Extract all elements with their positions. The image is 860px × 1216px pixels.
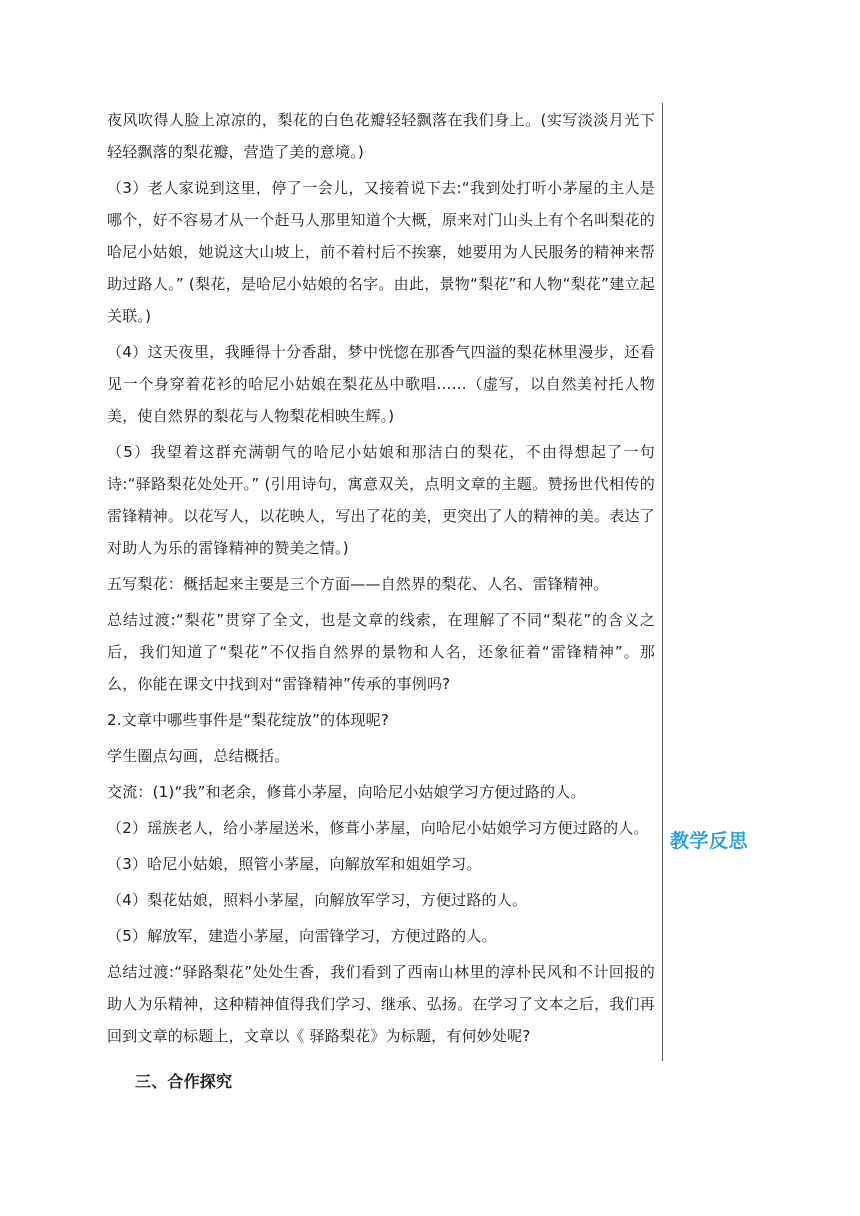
paragraph-transition-2: 总结过渡:“驿路梨花”处处生香，我们看到了西南山林里的淳朴民风和不计回报的助人为乐精神，这种精神值得我们学习、继承、弘扬。在学习了文本之后，我们再回到文章的标题上，文章以《 驿路梨花》为标题，有何妙处呢? — [107, 963, 655, 1045]
paragraph-exchange-5: （5）解放军，建造小茅屋，向雷锋学习，方便过路的人。 — [107, 927, 497, 945]
paragraph-night-wind: 夜风吹得人脸上凉凉的，梨花的白色花瓣轻轻飘落在我们身上。(实写淡淡月光下轻轻飘落的梨花瓣，营造了美的意境。) — [107, 111, 655, 161]
paragraph-five-pear-flowers: 五写梨花：概括起来主要是三个方面——自然界的梨花、人名、雷锋精神。 — [107, 575, 609, 593]
lesson-content — [107, 104, 655, 1098]
paragraph-student-activity: 学生圈点勾画，总结概括。 — [107, 747, 290, 765]
section-heading: 三、合作探究 — [135, 1072, 233, 1091]
paragraph-transition-1: 总结过渡:“梨花”贯穿了全文，也是文章的线索，在理解了不同“梨花”的含义之后，我们知道了“梨花”不仅指自然界的景物和人名，还象征着“雷锋精神”。那么，你能在课文中找到对“雷锋精神”传承的事例吗? — [107, 611, 655, 693]
paragraph-exchange-3: （3）哈尼小姑娘，照管小茅屋，向解放军和姐姐学习。 — [107, 855, 482, 873]
paragraph-question-2: 2.文章中哪些事件是“梨花绽放”的体现呢? — [107, 711, 390, 729]
paragraph-exchange-2: （2）瑶族老人，给小茅屋送米，修葺小茅屋，向哈尼小姑娘学习方便过路的人。 — [107, 819, 649, 837]
column-divider — [662, 103, 663, 1061]
paragraph-item-5: （5）我望着这群充满朝气的哈尼小姑娘和那洁白的梨花，不由得想起了一句诗:“驿路梨花处处开。” (引用诗句，寓意双关，点明文章的主题。赞扬世代相传的雷锋精神。以花写人，以花映人，写出了花的美，更突出了人的精神的美。表达了对助人为乐的雷锋精神的赞美之情。) — [107, 443, 655, 557]
teaching-reflection-label: 教学反思 — [670, 830, 749, 852]
paragraph-exchange-4: （4）梨花姑娘，照料小茅屋，向解放军学习，方便过路的人。 — [107, 891, 528, 909]
paragraph-item-3: （3）老人家说到这里，停了一会儿，又接着说下去:“我到处打听小茅屋的主人是哪个，好不容易才从一个赶马人那里知道个大概，原来对门山头上有个名叫梨花的哈尼小姑娘，她说这大山坡上，前不着村后不挨寨，她要用为人民服务的精神来帮助过路人。” (梨花，是哈尼小姑娘的名字。由此，景物“梨花”和人物“梨花”建立起关联。) — [107, 179, 655, 325]
paragraph-item-4: （4）这天夜里，我睡得十分香甜，梦中恍惚在那香气四溢的梨花林里漫步，还看见一个身穿着花衫的哈尼小姑娘在梨花丛中歌唱……（虚写，以自然美衬托人物美，使自然界的梨花与人物梨花相映生辉。) — [107, 343, 655, 425]
paragraph-exchange-1: 交流：(1)“我”和老余，修葺小茅屋，向哈尼小姑娘学习方便过路的人。 — [107, 783, 586, 801]
